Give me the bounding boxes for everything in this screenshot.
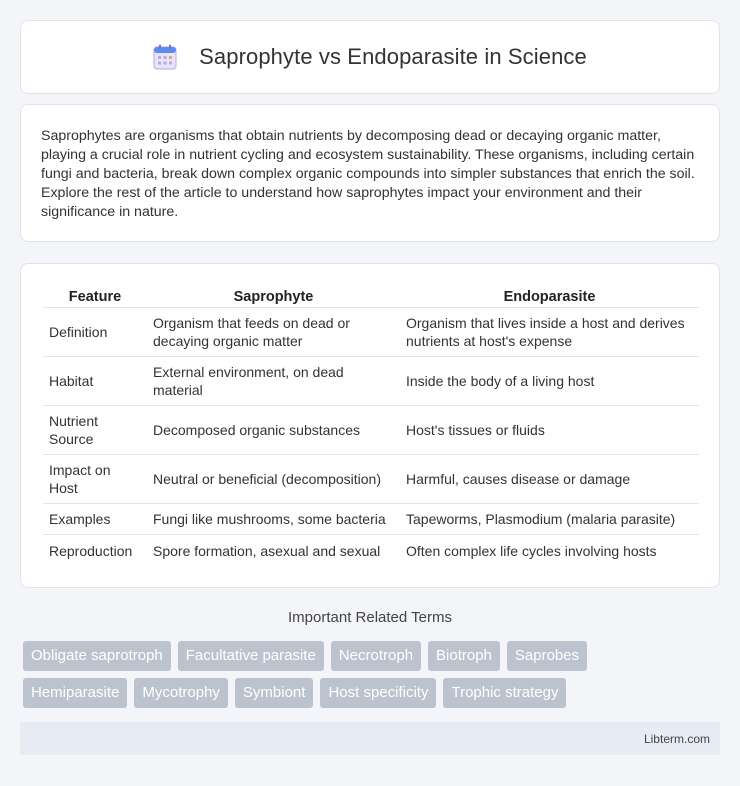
footer: [20, 722, 720, 755]
table-row: [43, 406, 699, 455]
cell-endoparasite: Often complex life cycles involving hosts: [406, 542, 657, 559]
tag-trophic-strategy[interactable]: Trophic strategy: [443, 678, 566, 708]
tag-host-specificity[interactable]: Host specificity: [320, 678, 436, 708]
intro-card: [20, 104, 720, 242]
tag-saprobes[interactable]: Saprobes: [507, 641, 587, 671]
cell-saprophyte: Fungi like mushrooms, some bacteria: [147, 504, 400, 535]
footer-site-link[interactable]: Libterm.com: [643, 731, 710, 746]
table-row: [43, 357, 699, 406]
cell-endoparasite: Organism that lives inside a host and derives nutrients at host's expense: [400, 308, 699, 357]
cell-saprophyte: Spore formation, asexual and sexual: [153, 542, 381, 559]
table-row: [43, 308, 699, 357]
tag-row: [23, 678, 723, 708]
header-endoparasite: Endoparasite: [400, 286, 699, 308]
header-saprophyte: Saprophyte: [147, 286, 400, 308]
cell-endoparasite: Inside the body of a living host: [400, 357, 699, 406]
cell-feature: Reproduction: [49, 542, 133, 559]
page-title: Saprophyte vs Endoparasite in Science: [199, 44, 587, 69]
table-row: [43, 455, 699, 504]
tag-symbiont[interactable]: Symbiont: [235, 678, 314, 708]
intro-text: Saprophytes are organisms that obtain nutrients by decomposing dead or decaying organic matter, playing a crucial role in nutrient cycling and ecosystem sustainability. These organisms, including certain fungi and bacteria, break down complex organic compounds into simpler substances that enrich the soil. Explore the rest of the article to understand how saprophytes impact your environment and their significance in nature.: [41, 128, 695, 220]
cell-saprophyte: Decomposed organic substances: [147, 406, 400, 455]
cell-feature: Impact on Host: [43, 455, 147, 504]
tag-row: [23, 641, 723, 671]
tag-hemiparasite[interactable]: Hemiparasite: [23, 678, 127, 708]
cell-feature: Habitat: [43, 357, 147, 406]
calendar-icon: [153, 44, 177, 70]
comparison-table: [43, 286, 699, 566]
cell-feature: Definition: [43, 308, 147, 357]
tag-necrotroph[interactable]: Necrotroph: [331, 641, 421, 671]
cell-feature: Examples: [43, 504, 147, 535]
cell-feature: Nutrient Source: [43, 406, 147, 455]
tag-obligate-saprotroph[interactable]: Obligate saprotroph: [23, 641, 171, 671]
title-card: [20, 20, 720, 94]
comparison-card: [20, 263, 720, 588]
table-row: [43, 535, 699, 566]
cell-endoparasite: Host's tissues or fluids: [400, 406, 699, 455]
cell-endoparasite: Tapeworms, Plasmodium (malaria parasite): [400, 504, 699, 535]
table-header-row: [43, 286, 699, 308]
cell-saprophyte: External environment, on dead material: [147, 357, 400, 406]
related-terms-title: Important Related Terms: [288, 609, 452, 626]
tag-mycotrophy[interactable]: Mycotrophy: [134, 678, 228, 708]
cell-saprophyte: Neutral or beneficial (decomposition): [147, 455, 400, 504]
cell-saprophyte: Organism that feeds on dead or decaying organic matter: [147, 308, 400, 357]
related-terms-tags: [23, 641, 723, 715]
tag-facultative-parasite[interactable]: Facultative parasite: [178, 641, 324, 671]
header-feature: Feature: [43, 286, 147, 308]
tag-biotroph[interactable]: Biotroph: [428, 641, 500, 671]
table-row: [43, 504, 699, 535]
cell-endoparasite: Harmful, causes disease or damage: [400, 455, 699, 504]
